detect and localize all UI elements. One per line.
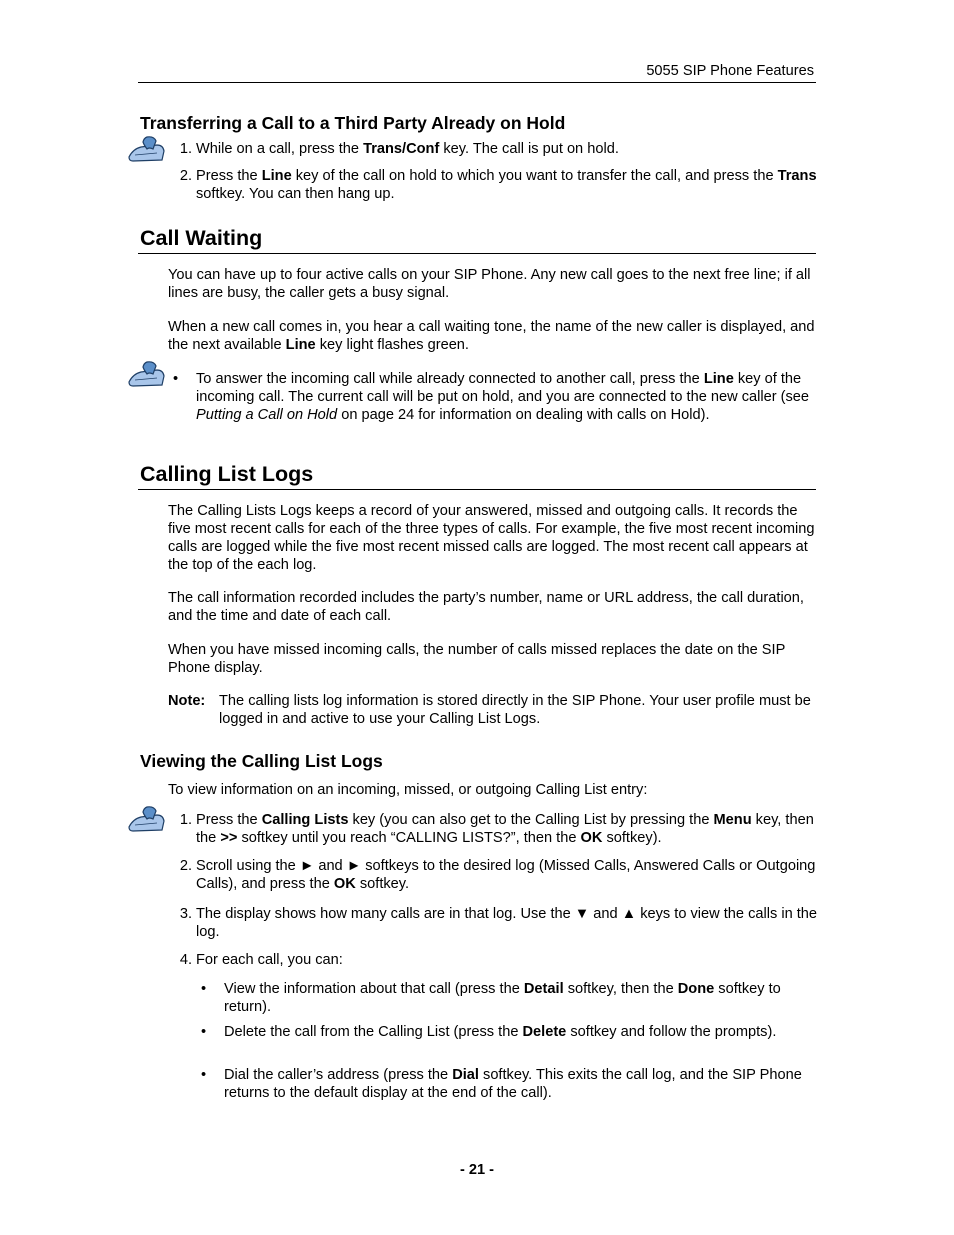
- phone-icon: [127, 360, 167, 388]
- running-header: 5055 SIP Phone Features: [646, 63, 814, 79]
- viewing-heading: Viewing the Calling List Logs: [140, 751, 383, 771]
- transfer-step-2: Press the Line key of the call on hold to which you want to transfer the call, and press the Trans softkey. You can then hang up.: [196, 168, 817, 202]
- bullet-mark: •: [201, 981, 207, 997]
- calling-list-paragraph-1: The Calling Lists Logs keeps a record of your answered, missed and outgoing calls. It records the five most recent calls for each of the three types of calls. For example, the five most recent incoming calls are logged while the five most recent missed calls are logged. The most recent call appears at the top of the each log.: [168, 503, 815, 573]
- call-waiting-paragraph-2: When a new call comes in, you hear a call waiting tone, the name of the new caller is displayed, and the next available Line key light flashes green.: [168, 319, 815, 353]
- step-number: 1.: [179, 812, 192, 828]
- viewing-step-1: Press the Calling Lists key (you can also get to the Calling List by pressing the Menu key, then the >> softkey until you reach “CALLING LISTS?”, then the OK softkey).: [196, 812, 814, 846]
- call-waiting-paragraph-1: You can have up to four active calls on your SIP Phone. Any new call goes to the next free line; if all lines are busy, the caller gets a busy signal.: [168, 267, 811, 301]
- step-number: 2.: [179, 168, 192, 184]
- step-number: 3.: [179, 906, 192, 922]
- viewing-intro: To view information on an incoming, missed, or outgoing Calling List entry:: [168, 782, 648, 798]
- step-number: 4.: [179, 952, 192, 968]
- sub-bullet-detail: View the information about that call (press the Detail softkey, then the Done softkey to return).: [224, 981, 781, 1015]
- phone-icon: [127, 135, 167, 163]
- calling-list-paragraph-2: The call information recorded includes the party’s number, name or URL address, the call duration, and the time and date of each call.: [168, 590, 804, 624]
- header-rule: [138, 82, 816, 83]
- note-text: The calling lists log information is stored directly in the SIP Phone. Your user profile must be logged in and active to use your Calling List Logs.: [219, 693, 811, 727]
- calling-list-paragraph-3: When you have missed incoming calls, the number of calls missed replaces the date on the SIP Phone display.: [168, 642, 786, 676]
- sub-bullet-dial: Dial the caller’s address (press the Dial softkey. This exits the call log, and the SIP Phone returns to the default display at the end of the call).: [224, 1067, 802, 1101]
- section-rule: [138, 489, 816, 490]
- section-rule: [138, 253, 816, 254]
- call-waiting-bullet: To answer the incoming call while already connected to another call, press the Line key of the incoming call. The current call will be put on hold, and you are connected to the new caller (see Putting a Call on Hold on page 24 for information on dealing with calls on Hold).: [196, 371, 810, 423]
- transfer-step-1: While on a call, press the Trans/Conf key. The call is put on hold.: [196, 141, 619, 157]
- viewing-step-2: Scroll using the ► and ► softkeys to the desired log (Missed Calls, Answered Calls or Outgoing Calls), and press the OK softkey.: [196, 858, 816, 892]
- bullet-mark: •: [173, 371, 179, 387]
- viewing-step-3: The display shows how many calls are in that log. Use the ▼ and ▲ keys to view the calls in the log.: [196, 906, 818, 940]
- phone-icon: [127, 805, 167, 833]
- page-number: - 21 -: [459, 1162, 495, 1178]
- step-number: 2.: [179, 858, 192, 874]
- bullet-mark: •: [201, 1067, 207, 1083]
- transfer-heading: Transferring a Call to a Third Party Already on Hold: [140, 113, 566, 133]
- step-number: 1.: [179, 141, 192, 157]
- call-waiting-heading: Call Waiting: [140, 226, 263, 250]
- viewing-step-4: For each call, you can:: [196, 952, 343, 968]
- calling-list-heading: Calling List Logs: [140, 462, 314, 486]
- bullet-mark: •: [201, 1024, 207, 1040]
- sub-bullet-delete: Delete the call from the Calling List (press the Delete softkey and follow the prompts).: [224, 1024, 777, 1040]
- note-label: Note:: [168, 693, 206, 709]
